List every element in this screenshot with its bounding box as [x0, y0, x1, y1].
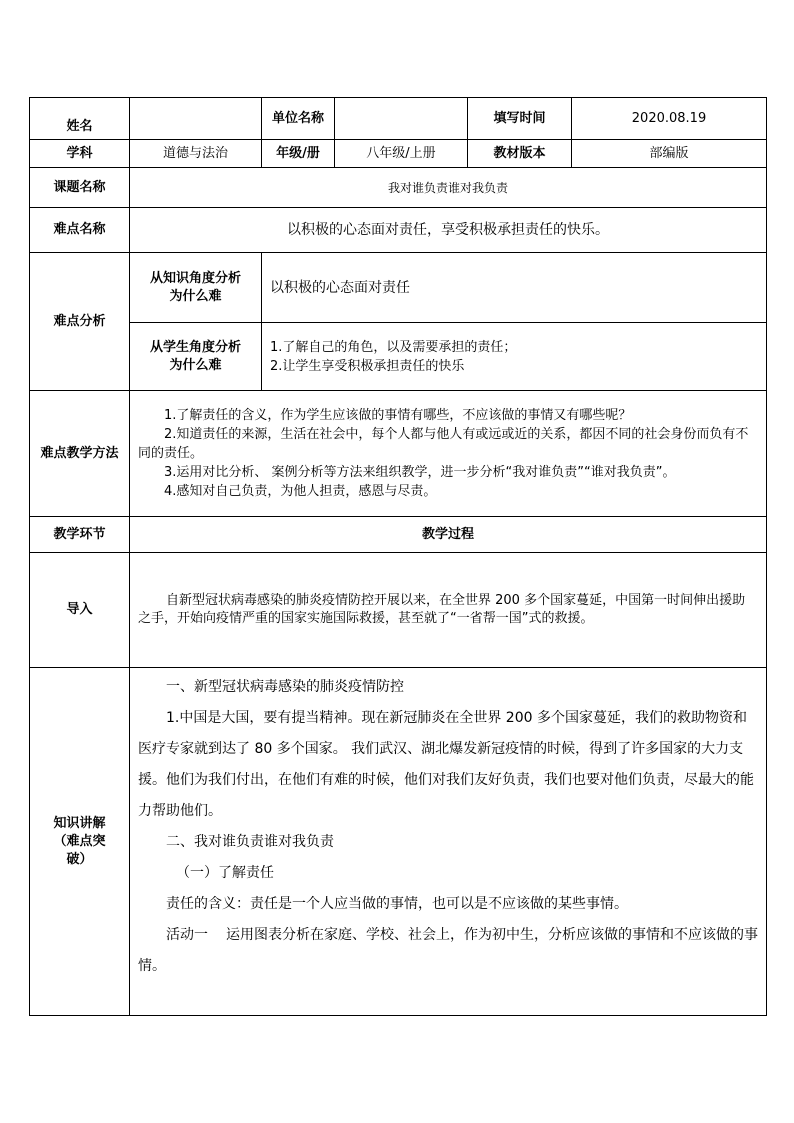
method-item-3: 3.运用对比分析、 案例分析等方法来组织教学，进一步分析“我对谁负责”“谁对我负责”。 — [164, 465, 676, 480]
knowledge-angle-label-line1: 从知识角度分析 — [149, 270, 241, 286]
grade-label: 年级/册 — [262, 140, 335, 168]
subject-label: 学科 — [30, 140, 130, 168]
difficulty-label: 难点名称 — [30, 208, 130, 253]
knowledge-paragraph-1: 1.中国是大国，要有提当精神。现在新冠肺炎在全世界 200 多个国家蔓延，我们的救助物资和医疗专家就到达了 80 多个国家。 我们武汉、湖北爆发新冠疫情的时候，得到了许多国家的大力支援。他们为我们付出，在他们有难的时候，他们对我们友好负责，我们也要对他们负责，尽最大的能力帮助他们。 — [138, 710, 754, 819]
knowledge-heading-1: 一、新型冠状病毒感染的肺炎疫情防控 — [166, 679, 404, 695]
knowledge-angle-value: 以积极的心态面对责任 — [262, 253, 767, 323]
student-angle-label-line2: 为什么难 — [169, 357, 222, 373]
knowledge-subheading-1: （一）了解责任 — [176, 865, 274, 881]
row-topic — [30, 168, 767, 208]
activity-label: 活动一 — [166, 927, 208, 943]
date-label: 填写时间 — [468, 98, 572, 140]
knowledge-heading-2: 二、我对谁负责谁对我负责 — [166, 834, 334, 850]
topic-label: 课题名称 — [30, 168, 130, 208]
row-intro — [30, 553, 767, 668]
method-label: 难点教学方法 — [30, 391, 130, 517]
topic-value: 我对谁负责谁对我负责 — [130, 168, 767, 208]
intro-label: 导入 — [30, 553, 130, 668]
knowledge-definition: 责任的含义：责任是一个人应当做的事情，也可以是不应该做的某些事情。 — [166, 896, 628, 912]
student-angle-item-1: 1.了解自己的角色，以及需要承担的责任； — [270, 339, 517, 355]
knowledge-label-line1: 知识讲解 — [53, 815, 106, 831]
student-angle-label — [130, 323, 262, 391]
name-label: 姓名 — [30, 98, 130, 140]
process-label: 教学环节 — [30, 517, 130, 553]
intro-text: 自新型冠状病毒感染的肺炎疫情防控开展以来，在全世界 200 多个国家蔓延，中国第一时间伸出援助之手，开始向疫情严重的国家实施国际救援，甚至就了“一省帮一国”式的救援。 — [130, 553, 767, 668]
edition-label: 教材版本 — [468, 140, 572, 168]
row-knowledge — [30, 668, 767, 1016]
grade-value: 八年级/上册 — [335, 140, 468, 168]
analysis-label: 难点分析 — [30, 253, 130, 391]
row-method — [30, 391, 767, 517]
date-value: 2020.08.19 — [572, 98, 767, 140]
difficulty-value: 以积极的心态面对责任，享受积极承担责任的快乐。 — [130, 208, 767, 253]
name-value — [130, 98, 262, 140]
knowledge-label-line3: 破） — [66, 851, 93, 867]
student-angle-item-2: 2.让学生享受积极承担责任的快乐 — [270, 358, 465, 374]
lesson-plan-table — [29, 97, 767, 1016]
subject-value: 道德与法治 — [130, 140, 262, 168]
row-subject — [30, 140, 767, 168]
unit-label: 单位名称 — [262, 98, 335, 140]
unit-value — [335, 98, 468, 140]
knowledge-angle-label-line2: 为什么难 — [169, 288, 222, 304]
student-angle-value — [262, 323, 767, 391]
knowledge-content — [130, 668, 767, 1016]
process-title: 教学过程 — [130, 517, 767, 553]
knowledge-activity — [138, 920, 758, 982]
row-analysis-knowledge — [30, 253, 767, 323]
row-difficulty — [30, 208, 767, 253]
row-name — [30, 98, 767, 140]
knowledge-angle-label — [130, 253, 262, 323]
method-item-1: 1.了解责任的含义，作为学生应该做的事情有哪些，不应该做的事情又有哪些呢？ — [164, 408, 632, 423]
edition-value: 部编版 — [572, 140, 767, 168]
student-angle-label-line1: 从学生角度分析 — [149, 339, 241, 355]
knowledge-label — [30, 668, 130, 1016]
row-analysis-student — [30, 323, 767, 391]
knowledge-label-line2: （难点突 — [53, 833, 106, 849]
method-item-4: 4.感知对自己负责，为他人担责，感恩与尽责。 — [164, 484, 437, 499]
method-item-2: 2.知道责任的来源，生活在社会中，每个人都与他人有或远或近的关系，都因不同的社会身份而负有不同的责任。 — [138, 427, 749, 461]
activity-text: 运用图表分析在家庭、学校、社会上，作为初中生，分析应该做的事情和不应该做的事情。 — [138, 927, 758, 974]
row-process-header — [30, 517, 767, 553]
method-value — [130, 391, 767, 517]
